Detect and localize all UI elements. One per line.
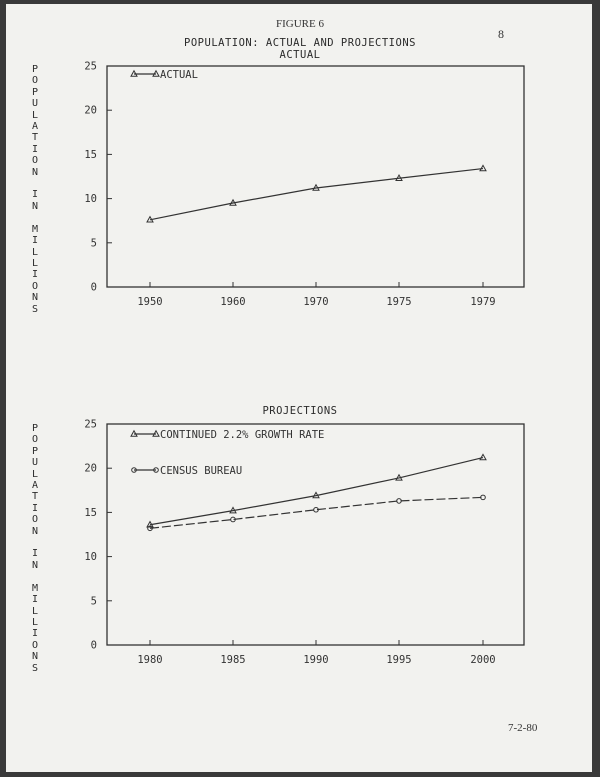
chart-2-title: PROJECTIONS	[262, 405, 338, 417]
chart-2-series-line-census-bureau	[150, 497, 483, 528]
chart-1-legend-label-actual: ACTUAL	[160, 68, 198, 81]
chart-1-subtitle: ACTUAL	[279, 49, 321, 61]
chart-2-y-tick-label: 5	[90, 595, 97, 608]
chart-2-y-tick-label: 20	[84, 462, 97, 475]
chart-1-plot-frame	[107, 66, 524, 287]
chart-2-x-tick-label: 1990	[303, 654, 329, 666]
page-number: 8	[498, 27, 504, 41]
chart-1-y-tick-label: 0	[90, 281, 97, 294]
chart-1-x-tick-label: 1975	[386, 296, 412, 308]
chart-1-x-tick-label: 1970	[303, 296, 329, 308]
chart-2-legend-label-census-bureau: CENSUS BUREAU	[160, 464, 243, 477]
chart-2-x-tick-label: 1980	[137, 654, 163, 666]
chart-2-y-tick-label: 0	[90, 639, 97, 652]
chart-2-y-tick-label: 10	[84, 551, 97, 564]
chart-1-x-tick-label: 1950	[137, 296, 163, 308]
chart-2-y-tick-label: 15	[84, 506, 97, 519]
chart-2-y-tick-label: 25	[84, 418, 97, 431]
chart-1-y-tick-label: 15	[84, 148, 97, 161]
chart-2-x-tick-label: 1985	[220, 654, 246, 666]
chart-1-y-tick-label: 5	[90, 237, 97, 250]
chart-1-y-tick-label: 25	[84, 60, 97, 73]
chart-1-y-axis-label: P O P U L A T I O N I N M I L L I O N S	[31, 64, 39, 315]
chart-1-title: POPULATION: ACTUAL AND PROJECTIONS	[184, 37, 416, 49]
chart-2-y-axis-label: P O P U L A T I O N I N M I L L I O N S	[31, 423, 39, 674]
figure-label: FIGURE 6	[276, 18, 324, 30]
chart-2-x-tick-label: 1995	[386, 654, 412, 666]
chart-1-data-point-actual	[480, 165, 486, 170]
chart-1-x-tick-label: 1960	[220, 296, 246, 308]
chart-1-x-tick-label: 1979	[470, 296, 496, 308]
chart-1-y-tick-label: 20	[84, 104, 97, 117]
date-code: 7-2-80	[508, 722, 538, 734]
chart-2-plot-frame	[107, 424, 524, 645]
chart-2-x-tick-label: 2000	[470, 654, 496, 666]
chart-2-data-point-continued-2-2-growth-rate	[480, 454, 486, 459]
chart-1-y-tick-label: 10	[84, 193, 97, 206]
chart-1-series-line-actual	[150, 169, 483, 220]
chart-2-legend-label-continued-2-2-growth-rate: CONTINUED 2.2% GROWTH RATE	[160, 428, 325, 441]
